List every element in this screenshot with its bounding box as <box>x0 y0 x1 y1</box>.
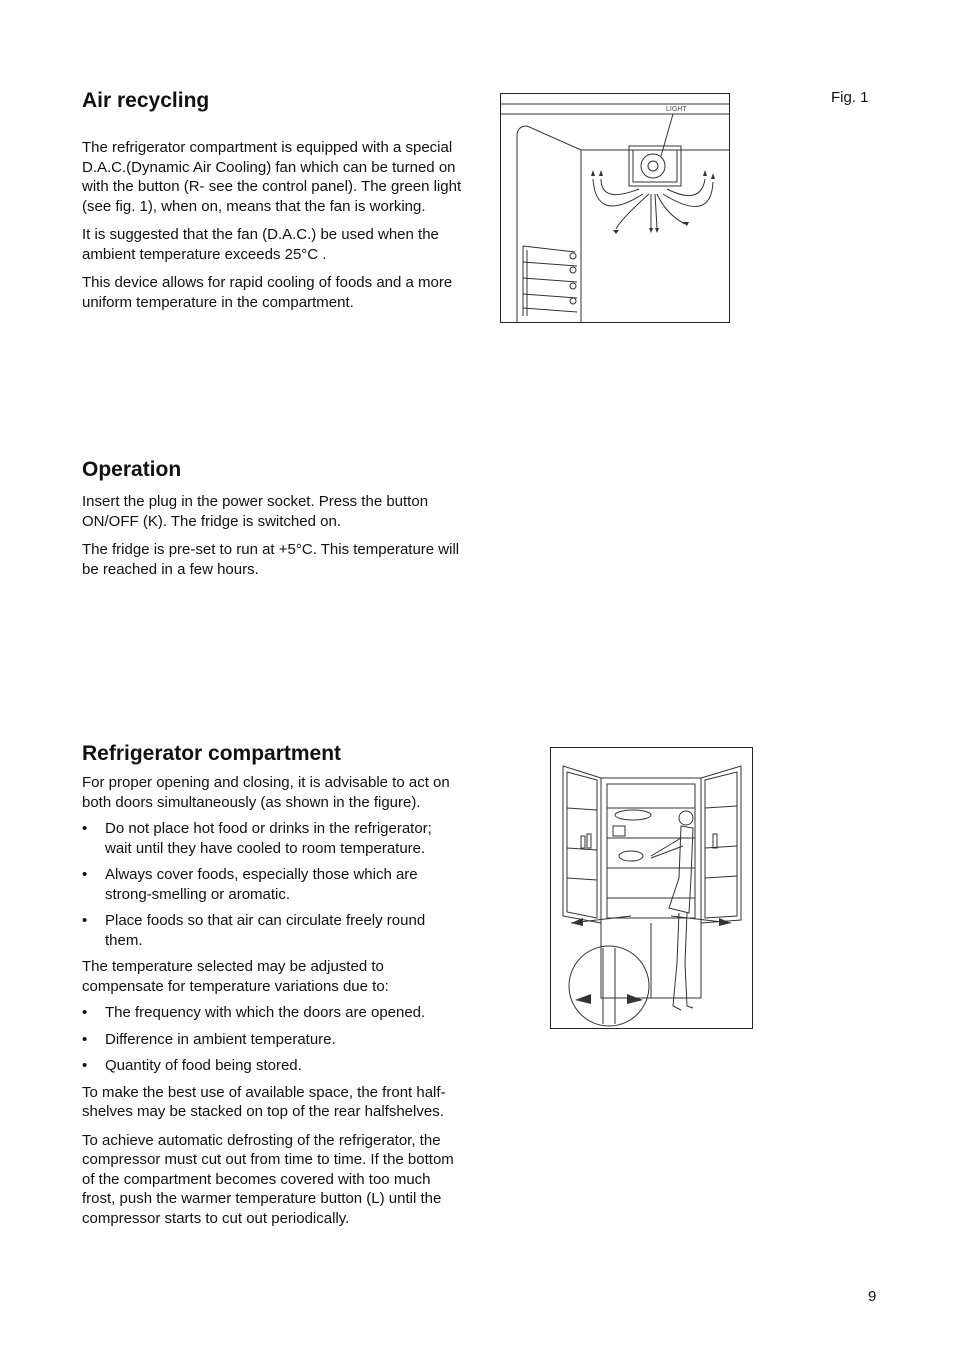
heading-operation: Operation <box>82 458 182 481</box>
list-item: • Always cover foods, especially those which are strong-smelling or aromatic. <box>82 866 418 903</box>
bullet-list-variations <box>82 1003 462 1076</box>
paragraph-plug-in: Insert the plug in the power socket. Press the button ON/OFF (K). The fridge is switched on. <box>82 493 429 530</box>
paragraph-defrosting: To achieve automatic defrosting of the refrigerator, the compressor must cut out from time to time. If the bottom of the compartment becomes covered with too much frost, push the warmer temperature button (L) until the compressor starts to cut out periodically. <box>82 1131 454 1227</box>
paragraph-shelf-stacking: To make the best use of available space, the front half-shelves may be stacked on top of the rear halfshelves. <box>82 1083 446 1120</box>
fridge-illustration <box>551 748 752 1028</box>
section-refrigerator-compartment <box>82 741 462 1228</box>
figure-1-label: Fig. 1 <box>831 89 869 106</box>
paragraph-dac-fan: The refrigerator compartment is equipped with a special D.A.C.(Dynamic Air Cooling) fan which can be turned on with the button (R- see the control panel). The green light (see fig. 1), when on, means that the fan is working. <box>82 139 462 215</box>
list-item: • Do not place hot food or drinks in the refrigerator; wait until they have cooled to room temperature. <box>82 820 432 857</box>
paragraph-rapid-cooling: This device allows for rapid cooling of foods and a more uniform temperature in the compartment. <box>82 274 453 311</box>
paragraph-temperature-adjust: The temperature selected may be adjusted to compensate for temperature variations due to: <box>82 958 389 995</box>
paragraph-opening-doors: For proper opening and closing, it is advisable to act on both doors simultaneously (as shown in the figure). <box>82 774 450 811</box>
fan-diagram <box>501 94 729 322</box>
figure-1-fan-illustration <box>500 93 730 323</box>
heading-air-recycling: Air recycling <box>82 89 210 112</box>
list-item: • The frequency with which the doors are opened. <box>82 1004 426 1021</box>
heading-refrigerator-compartment: Refrigerator compartment <box>82 742 342 765</box>
list-item: • Difference in ambient temperature. <box>82 1030 336 1048</box>
bullet-list-food-tips <box>82 819 462 950</box>
list-item: • Quantity of food being stored. <box>82 1057 302 1074</box>
page-number: 9 <box>868 1288 877 1305</box>
paragraph-preset-temperature: The fridge is pre-set to run at +5°C. This temperature will be reached in a few hours. <box>82 541 460 578</box>
light-label: LIGHT <box>666 106 687 113</box>
paragraph-fan-suggestion: It is suggested that the fan (D.A.C.) be used when the ambient temperature exceeds 25°C . <box>82 226 439 263</box>
figure-fridge-open-doors <box>550 747 753 1029</box>
section-operation <box>82 457 462 579</box>
list-item: • Place foods so that air can circulate freely round them. <box>82 912 426 949</box>
section-air-recycling <box>82 88 462 312</box>
